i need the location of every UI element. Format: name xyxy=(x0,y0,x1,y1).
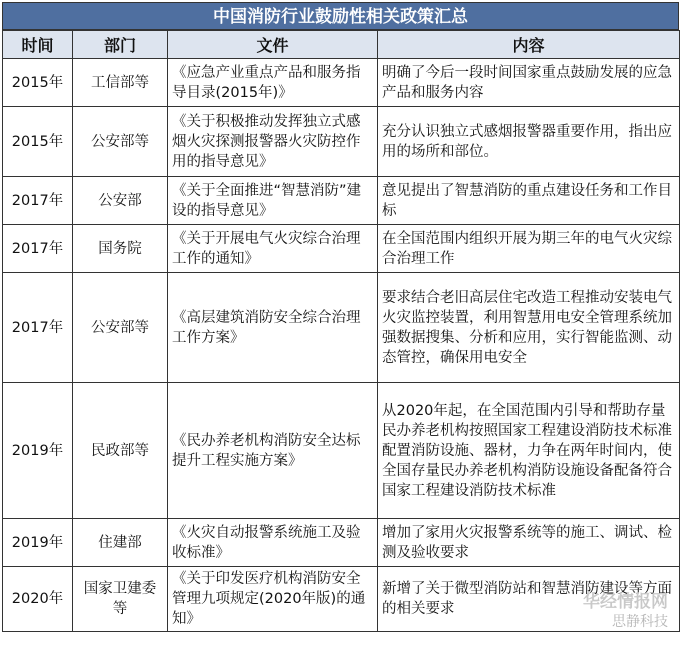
header-time: 时间 xyxy=(3,31,73,59)
table-row xyxy=(3,519,680,567)
cell-content: 意见提出了智慧消防的重点建设任务和工作目标 xyxy=(378,177,680,225)
cell-doc: 《关于全面推进“智慧消防”建设的指导意见》 xyxy=(168,177,378,225)
watermark xyxy=(583,592,668,632)
cell-dept: 公安部 xyxy=(73,177,168,225)
watermark-line2: 思静科技 xyxy=(612,614,668,630)
cell-dept: 民政部等 xyxy=(73,383,168,519)
cell-content: 增加了家用火灾报警系统等的施工、调试、检测及验收要求 xyxy=(378,519,680,567)
cell-time: 2019年 xyxy=(3,383,73,519)
cell-dept: 住建部 xyxy=(73,519,168,567)
cell-time: 2017年 xyxy=(3,225,73,273)
cell-dept: 国务院 xyxy=(73,225,168,273)
cell-content: 在全国范围内组织开展为期三年的电气火灾综合治理工作 xyxy=(378,225,680,273)
table-row xyxy=(3,225,680,273)
header-row xyxy=(3,31,680,59)
table-row xyxy=(3,177,680,225)
cell-doc: 《应急产业重点产品和服务指导目录(2015年)》 xyxy=(168,59,378,107)
cell-doc: 《高层建筑消防安全综合治理工作方案》 xyxy=(168,273,378,383)
cell-content: 新增了关于微型消防站和智慧消防建设等方面的相关要求 xyxy=(378,567,680,632)
table-row xyxy=(3,383,680,519)
header-content: 内容 xyxy=(378,31,680,59)
cell-time: 2017年 xyxy=(3,273,73,383)
cell-doc: 《民办养老机构消防安全达标提升工程实施方案》 xyxy=(168,383,378,519)
policy-table-container xyxy=(2,2,679,632)
table-row xyxy=(3,107,680,177)
cell-doc: 《关于开展电气火灾综合治理工作的通知》 xyxy=(168,225,378,273)
header-dept: 部门 xyxy=(73,31,168,59)
cell-dept: 公安部等 xyxy=(73,107,168,177)
cell-content: 明确了今后一段时间国家重点鼓励发展的应急产品和服务内容 xyxy=(378,59,680,107)
cell-doc: 《关于积极推动发挥独立式感烟火灾探测报警器火灾防控作用的指导意见》 xyxy=(168,107,378,177)
cell-dept: 公安部等 xyxy=(73,273,168,383)
cell-dept: 工信部等 xyxy=(73,59,168,107)
cell-content: 要求结合老旧高层住宅改造工程推动安装电气火灾监控装置，利用智慧用电安全管理系统加强数据搜集、分析和应用，实行智能监测、动态管控，确保用电安全 xyxy=(378,273,680,383)
cell-content: 从2020年起，在全国范围内引导和帮助存量民办养老机构按照国家工程建设消防技术标准配置消防设施、器材，力争在两年时间内，使全国存量民办养老机构消防设施设备配备符合国家工程建设消防技术标准 xyxy=(378,383,680,519)
watermark-line1: 华经情报网 xyxy=(583,592,668,612)
cell-time: 2015年 xyxy=(3,59,73,107)
cell-dept: 国家卫建委等 xyxy=(73,567,168,632)
cell-doc: 《火灾自动报警系统施工及验收标准》 xyxy=(168,519,378,567)
cell-time: 2020年 xyxy=(3,567,73,632)
cell-time: 2019年 xyxy=(3,519,73,567)
table-title: 中国消防行业鼓励性相关政策汇总 xyxy=(2,2,679,30)
header-doc: 文件 xyxy=(168,31,378,59)
policy-table xyxy=(2,30,680,632)
cell-doc: 《关于印发医疗机构消防安全管理九项规定(2020年版)的通知》 xyxy=(168,567,378,632)
table-row xyxy=(3,59,680,107)
cell-content: 充分认识独立式感烟报警器重要作用，指出应用的场所和部位。 xyxy=(378,107,680,177)
cell-time: 2015年 xyxy=(3,107,73,177)
table-row xyxy=(3,567,680,632)
cell-time: 2017年 xyxy=(3,177,73,225)
table-row xyxy=(3,273,680,383)
